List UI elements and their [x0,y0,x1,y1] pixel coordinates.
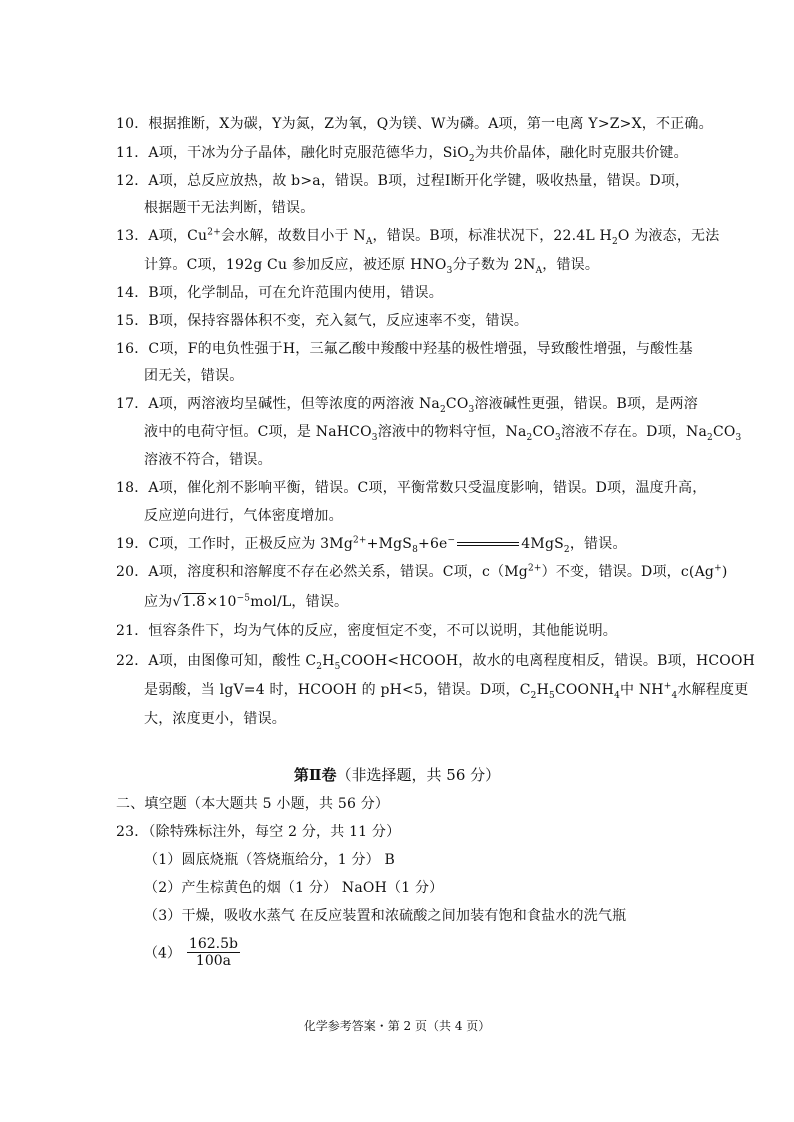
answer-23-3: （3）干燥，吸收水蒸气 在反应装置和浓硫酸之间加装有饱和食盐水的洗气瓶 [144,908,627,924]
answer-23-4: （4） $\frac{162.5b}{100a}$ [144,936,238,969]
answer-18-line1: 18．A项，催化剂不影响平衡，错误。C项，平衡常数只受温度影响，错误。D项，温度升高， [116,480,707,496]
answer-12-line1: 12．A项，总反应放热，故 b>a，错误。B项，过程Ⅰ断开化学键，吸收热量，错误。D项， [116,173,690,189]
answer-10: 10．根据推断，X为碳，Y为氮，Z为氧，Q为镁、W为磷。A项，第一电离 Y>Z>X，不正确。 [116,116,713,132]
answer-20-line2: 应为$√1.8\times 10^{-5}mol/L$，错误。 [144,593,349,610]
answer-23-2: （2）产生棕黄色的烟（1 分） NaOH（1 分） [144,880,444,896]
part2-heading: 二、填空题（本大题共 5 小题，共 56 分） [116,796,390,812]
fraction: $\frac{162.5b}{100a}$ [188,936,238,969]
answer-23-1: （1）圆底烧瓶（答烧瓶给分，1 分） B [144,852,396,868]
answer-22-line3: 大，浓度更小，错误。 [144,711,286,727]
answer-14: 14．B项，化学制品，可在允许范围内使用，错误。 [116,285,443,301]
answer-16-line1: 16．C项，F的电负性强于H，三氟乙酸中羧酸中羟基的极性增强，导致酸性增强，与酸性基 [116,341,693,357]
answer-20-line1: 20．A项，溶度积和溶解度不存在必然关系，错误。C项，$c(Mg^{2+})$不变，错误。D项，c(Ag+) [116,563,728,580]
answer-22-line2: 是弱酸，当 lgV=4 时，HCOOH 的 pH<5，错误。D项，$C_2H_5COONH_4$中 $NH^+_4$水解程度更 [144,681,749,701]
answer-18-line2: 反应逆向进行，气体密度增加。 [144,508,343,524]
answer-12-line2: 根据题干无法判断，错误。 [144,200,315,216]
answer-13-line1: 13．A项，$Cu^{2+}$会水解，故数目小于 $N_A$，错误。B项，标准状况下，22.4L $H_2O$ 为液态，无法 [116,227,720,247]
section-title: 第Ⅱ卷（非选择题，共 56 分） [293,766,501,784]
question-23: 23．（除特殊标注外，每空 2 分，共 11 分） [116,824,401,840]
answer-17-line2: 液中的电荷守恒。C项，是 NaHCO$_3$溶液中的物料守恒，$Na_2CO_3$溶液不存在。D项，$Na_2CO_3$ [144,424,742,443]
answer-13-line2: 计算。C项，192g Cu 参加反应，被还原 $HNO_3$分子数为 $2N_A$，错误。 [144,257,600,276]
answer-21: 21．恒容条件下，均为气体的反应，密度恒定不变，不可以说明，其他能说明。 [116,623,618,639]
page-footer: 化学参考答案・第 2 页（共 4 页） [303,1019,491,1033]
answer-16-line2: 团无关，错误。 [144,368,244,384]
equals-sign-icon [457,542,519,546]
answer-19: 19．C项，工作时，正极反应为 $3Mg^{2+}+MgS_8+6e^-$ 4MgS$_2$，错误。 [116,535,627,555]
answer-11: 11．A项，干冰为分子晶体，融化时克服范德华力，SiO$_2$为共价晶体，融化时克服共价键。 [116,145,688,164]
answer-17-line1: 17．A项，两溶液均呈碱性，但等浓度的两溶液 $Na_2CO_3$溶液碱性更强，错误。B项，是两溶 [116,396,698,415]
answer-17-line3: 溶液不符合，错误。 [144,452,272,468]
answer-22-line1: 22．A项，由图像可知，酸性 $C_2H_5COOH<HCOOH$，故水的电离程度相反，错误。B项，HCOOH [116,653,756,672]
sqrt-icon: √ [172,594,182,610]
answer-15: 15．B项，保持容器体积不变，充入氦气，反应速率不变，错误。 [116,313,529,329]
